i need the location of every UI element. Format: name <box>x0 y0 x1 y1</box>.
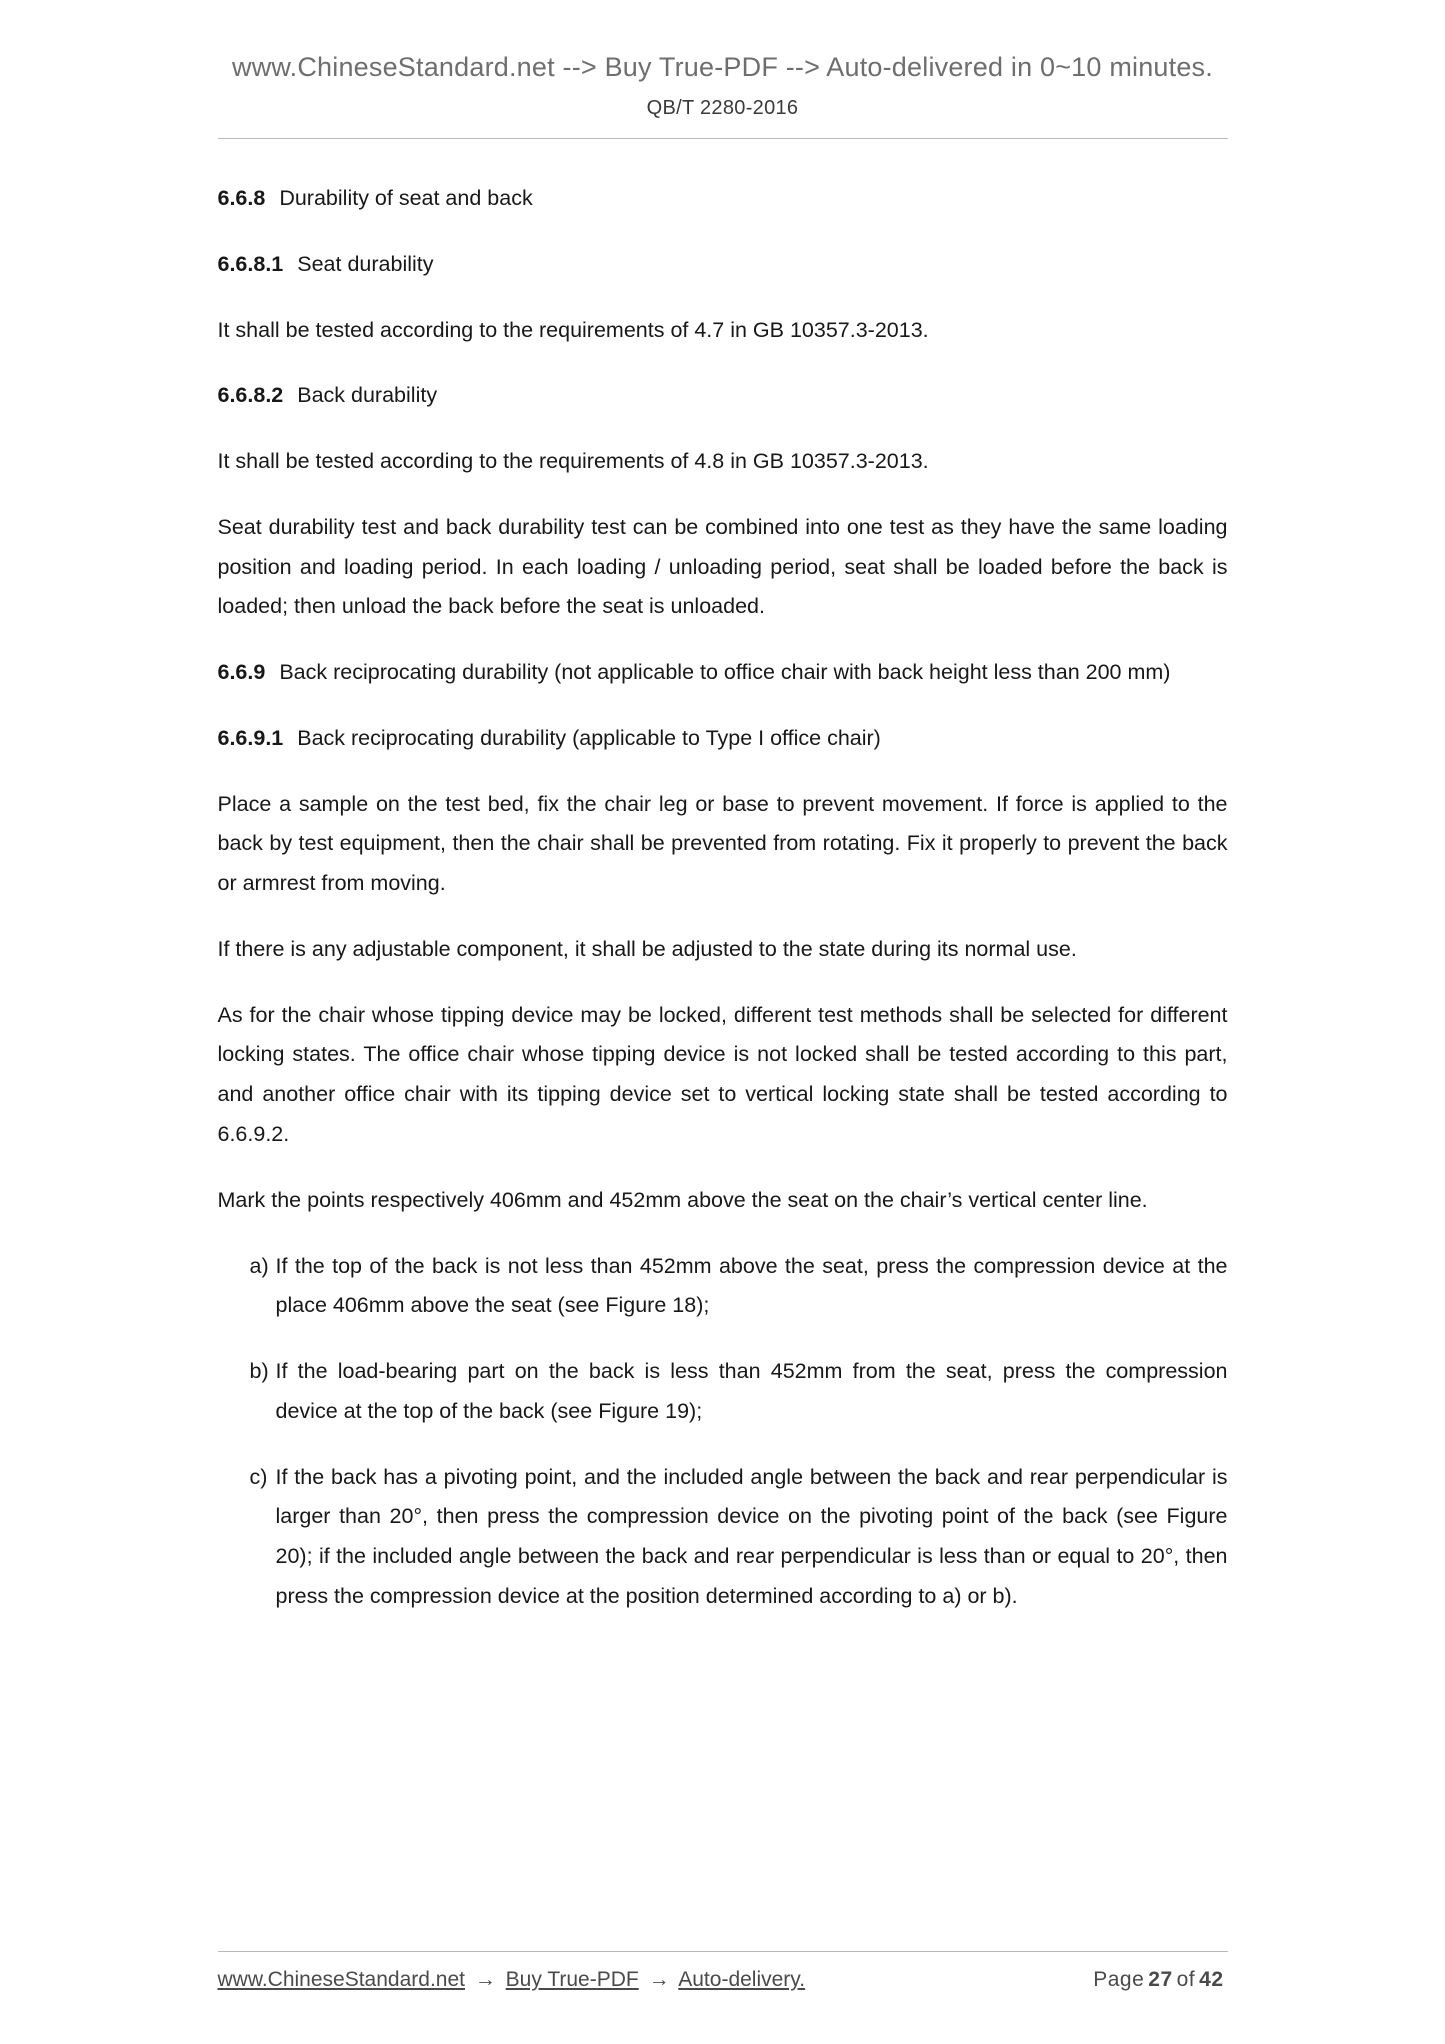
standard-code: QB/T 2280-2016 <box>646 97 799 119</box>
total-pages: 42 <box>1199 1968 1224 1991</box>
list-item-text: If the back has a pivoting point, and the included angle between the back and rear perpendicular is larger than 20°, then press the compression device on the pivoting point of the back (see Figure 20); if the included angle between the back and rear perpendicular is less than or equal to 20°, then press the compression device at the position determined according to a) or b). <box>275 1464 1228 1608</box>
page-header <box>0 0 1445 120</box>
clause-6-6-8-2-text: It shall be tested according to the requirements of 4.8 in GB 10357.3-2013. <box>217 449 929 474</box>
clause-6-6-8-2 <box>218 376 1228 416</box>
clause-6-6-9 <box>218 653 1228 693</box>
of-label: of <box>1176 1968 1196 1991</box>
clause-6-6-8-title: Durability of seat and back <box>279 186 533 210</box>
page-label: Page <box>1093 1968 1145 1991</box>
clause-6-6-8-number: 6.6.8 <box>217 186 266 210</box>
clause-6-6-8-1-number: 6.6.8.1 <box>217 251 284 276</box>
list-item-text: If the load-bearing part on the back is less than 452mm from the seat, press the compression device at the top of the back (see Figure 19); <box>275 1359 1228 1423</box>
clause-6-6-8-1-text: It shall be tested according to the requirements of 4.7 in GB 10357.3-2013. <box>217 317 929 342</box>
clause-6-6-9-1-title: Back reciprocating durability (applicable to Type I office chair) <box>297 725 881 750</box>
document-body <box>218 139 1228 1617</box>
clause-6-6-9-1-number: 6.6.9.1 <box>217 725 284 750</box>
clause-6-6-9-number: 6.6.9 <box>217 660 266 685</box>
footer-site-link[interactable]: www.ChineseStandard.net <box>217 1968 465 1991</box>
clause-6-6-8-2-number: 6.6.8.2 <box>217 383 284 408</box>
promo-banner: www.ChineseStandard.net --> Buy True-PDF --> Auto-delivered in 0~10 minutes. <box>232 52 1213 82</box>
page-indicator <box>1093 1968 1227 1992</box>
clause-6-6-9-1-paragraph-3: As for the chair whose tipping device may be locked, different test methods shall be selected for different locking states. The office chair whose tipping device is not locked shall be tested according to this part, and another office chair with its tipping device set to vertical locking state shall be tested according to 6.6.9.2. <box>217 1002 1228 1147</box>
page-number: 27 <box>1148 1968 1173 1991</box>
clause-6-6-8-2-title: Back durability <box>297 383 438 408</box>
list-item <box>218 1247 1228 1327</box>
arrow-right-icon: → <box>474 1968 496 1991</box>
page-footer <box>0 1951 1445 1992</box>
footer-divider <box>218 1951 1228 1952</box>
clause-6-6-9-1-paragraph-4: Mark the points respectively 406mm and 452mm above the seat on the chair’s vertical center line. <box>217 1187 1148 1212</box>
list-item <box>218 1458 1228 1617</box>
footer-links <box>218 1968 1094 1992</box>
clause-6-6-8-2-paragraph-2: Seat durability test and back durability test can be combined into one test as they have the same loading position and loading period. In each loading / unloading period, seat shall be loaded before the back is loaded; then unload the back before the seat is unloaded. <box>217 514 1228 619</box>
footer-row <box>218 1968 1228 1992</box>
clause-6-6-9-title: Back reciprocating durability (not applicable to office chair with back height less than 200 mm) <box>279 660 1171 685</box>
list-item <box>218 1352 1228 1432</box>
footer-delivery-link[interactable]: Auto-delivery. <box>678 1968 806 1991</box>
footer-buy-link[interactable]: Buy True-PDF <box>505 1968 639 1991</box>
arrow-right-icon: → <box>648 1968 670 1991</box>
clause-6-6-9-1 <box>218 719 1228 759</box>
list-item-marker: a) <box>249 1253 269 1278</box>
list-item-marker: c) <box>249 1464 268 1489</box>
list-item-text: If the top of the back is not less than 452mm above the seat, press the compression device at the place 406mm above the seat (see Figure 18); <box>275 1253 1228 1318</box>
lettered-list <box>218 1247 1228 1617</box>
clause-6-6-9-1-paragraph-2: If there is any adjustable component, it shall be adjusted to the state during its normal use. <box>217 936 1077 961</box>
clause-6-6-8 <box>218 179 1228 219</box>
clause-6-6-9-1-paragraph-1: Place a sample on the test bed, fix the chair leg or base to prevent movement. If force is applied to the back by test equipment, then the chair shall be prevented from rotating. Fix it properly to prevent the back or armrest from moving. <box>217 791 1228 896</box>
clause-6-6-8-1 <box>218 245 1228 285</box>
list-item-marker: b) <box>249 1359 269 1384</box>
clause-6-6-8-1-title: Seat durability <box>297 251 434 276</box>
